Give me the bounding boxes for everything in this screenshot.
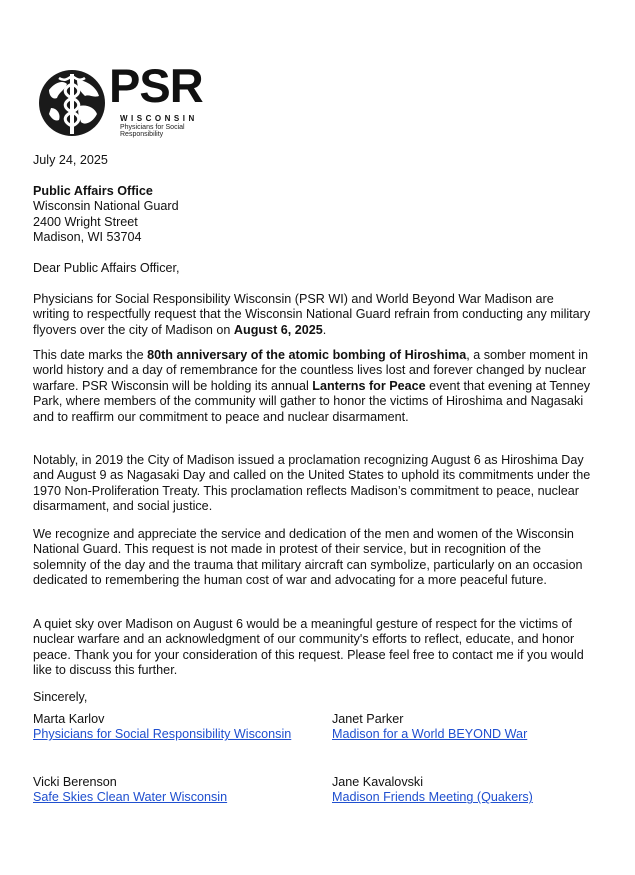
logo-tagline: Physicians for Social Responsibility — [120, 124, 185, 138]
recipient-street: 2400 Wright Street — [33, 214, 138, 229]
signer-block — [332, 775, 533, 806]
signer-block — [33, 712, 291, 743]
salutation: Dear Public Affairs Officer, — [33, 261, 180, 275]
recipient-block — [33, 184, 593, 246]
paragraph-request: Physicians for Social Responsibility Wisconsin (PSR WI) and World Beyond War Madison are writing to respectfully request that the Wisconsin National Guard refrain from conducting any military flyovers over the city of Madison on August 6, 2025. — [33, 292, 591, 337]
signer-org-link[interactable]: Madison for a World BEYOND War — [332, 727, 528, 742]
logo-state: WISCONSIN — [120, 114, 198, 123]
paragraph-recognition: We recognize and appreciate the service and dedication of the men and women of the Wisconsin National Guard. This request is not made in protest of their service, but in recognition of the solemnity of the day and the trauma that military aircraft can symbolize, particularly on an occasion dedicated to remembering the human cost of war and advocating for a more peaceful future. — [33, 527, 583, 588]
recipient-office: Public Affairs Office — [33, 184, 153, 198]
recipient-city: Madison, WI 53704 — [33, 230, 142, 245]
signer-org-link[interactable]: Madison Friends Meeting (Quakers) — [332, 790, 533, 805]
signer-org-link[interactable]: Safe Skies Clean Water Wisconsin — [33, 790, 228, 805]
signer-block — [33, 775, 227, 806]
psr-wisconsin-logo — [37, 59, 217, 138]
logo-acronym: PSR — [109, 59, 203, 112]
globe-caduceus-icon — [37, 68, 107, 138]
closing: Sincerely, — [33, 690, 88, 704]
paragraph-anniversary: This date marks the 80th anniversary of the atomic bombing of Hiroshima, a somber moment in world history and a day of remembrance for the countless lives lost and forever changed by nuclear warfare. PSR Wisconsin will be holding its annual Lanterns for Peace event that evening at Tenney Park, where members of the community will gather to honor the victims of Hiroshima and Nagasaki and to reaffirm our commitment to peace and nuclear disarmament. — [33, 348, 590, 424]
signer-org-link[interactable]: Physicians for Social Responsibility Wisconsin — [33, 727, 292, 742]
letter-date: July 24, 2025 — [33, 153, 108, 167]
signer-name: Jane Kavalovski — [332, 775, 424, 789]
paragraph-proclamation: Notably, in 2019 the City of Madison issued a proclamation recognizing August 6 as Hiroshima Day and August 9 as Nagasaki Day and called on the United States to uphold its commitments under the 1970 Non-Proliferation Treaty. This proclamation reflects Madison’s commitment to peace, nuclear disarmament, and social justice. — [33, 453, 591, 514]
signer-name: Janet Parker — [332, 712, 404, 726]
signer-name: Vicki Berenson — [33, 775, 117, 789]
signer-name: Marta Karlov — [33, 712, 105, 726]
recipient-org: Wisconsin National Guard — [33, 199, 179, 214]
paragraph-closing-request: A quiet sky over Madison on August 6 would be a meaningful gesture of respect for the victims of nuclear warfare and an acknowledgment of our community's efforts to reflect, educate, and honor peace. Thank you for your consideration of this request. Please feel free to contact me if you would like to discuss this further. — [33, 617, 584, 678]
signer-block — [332, 712, 527, 743]
